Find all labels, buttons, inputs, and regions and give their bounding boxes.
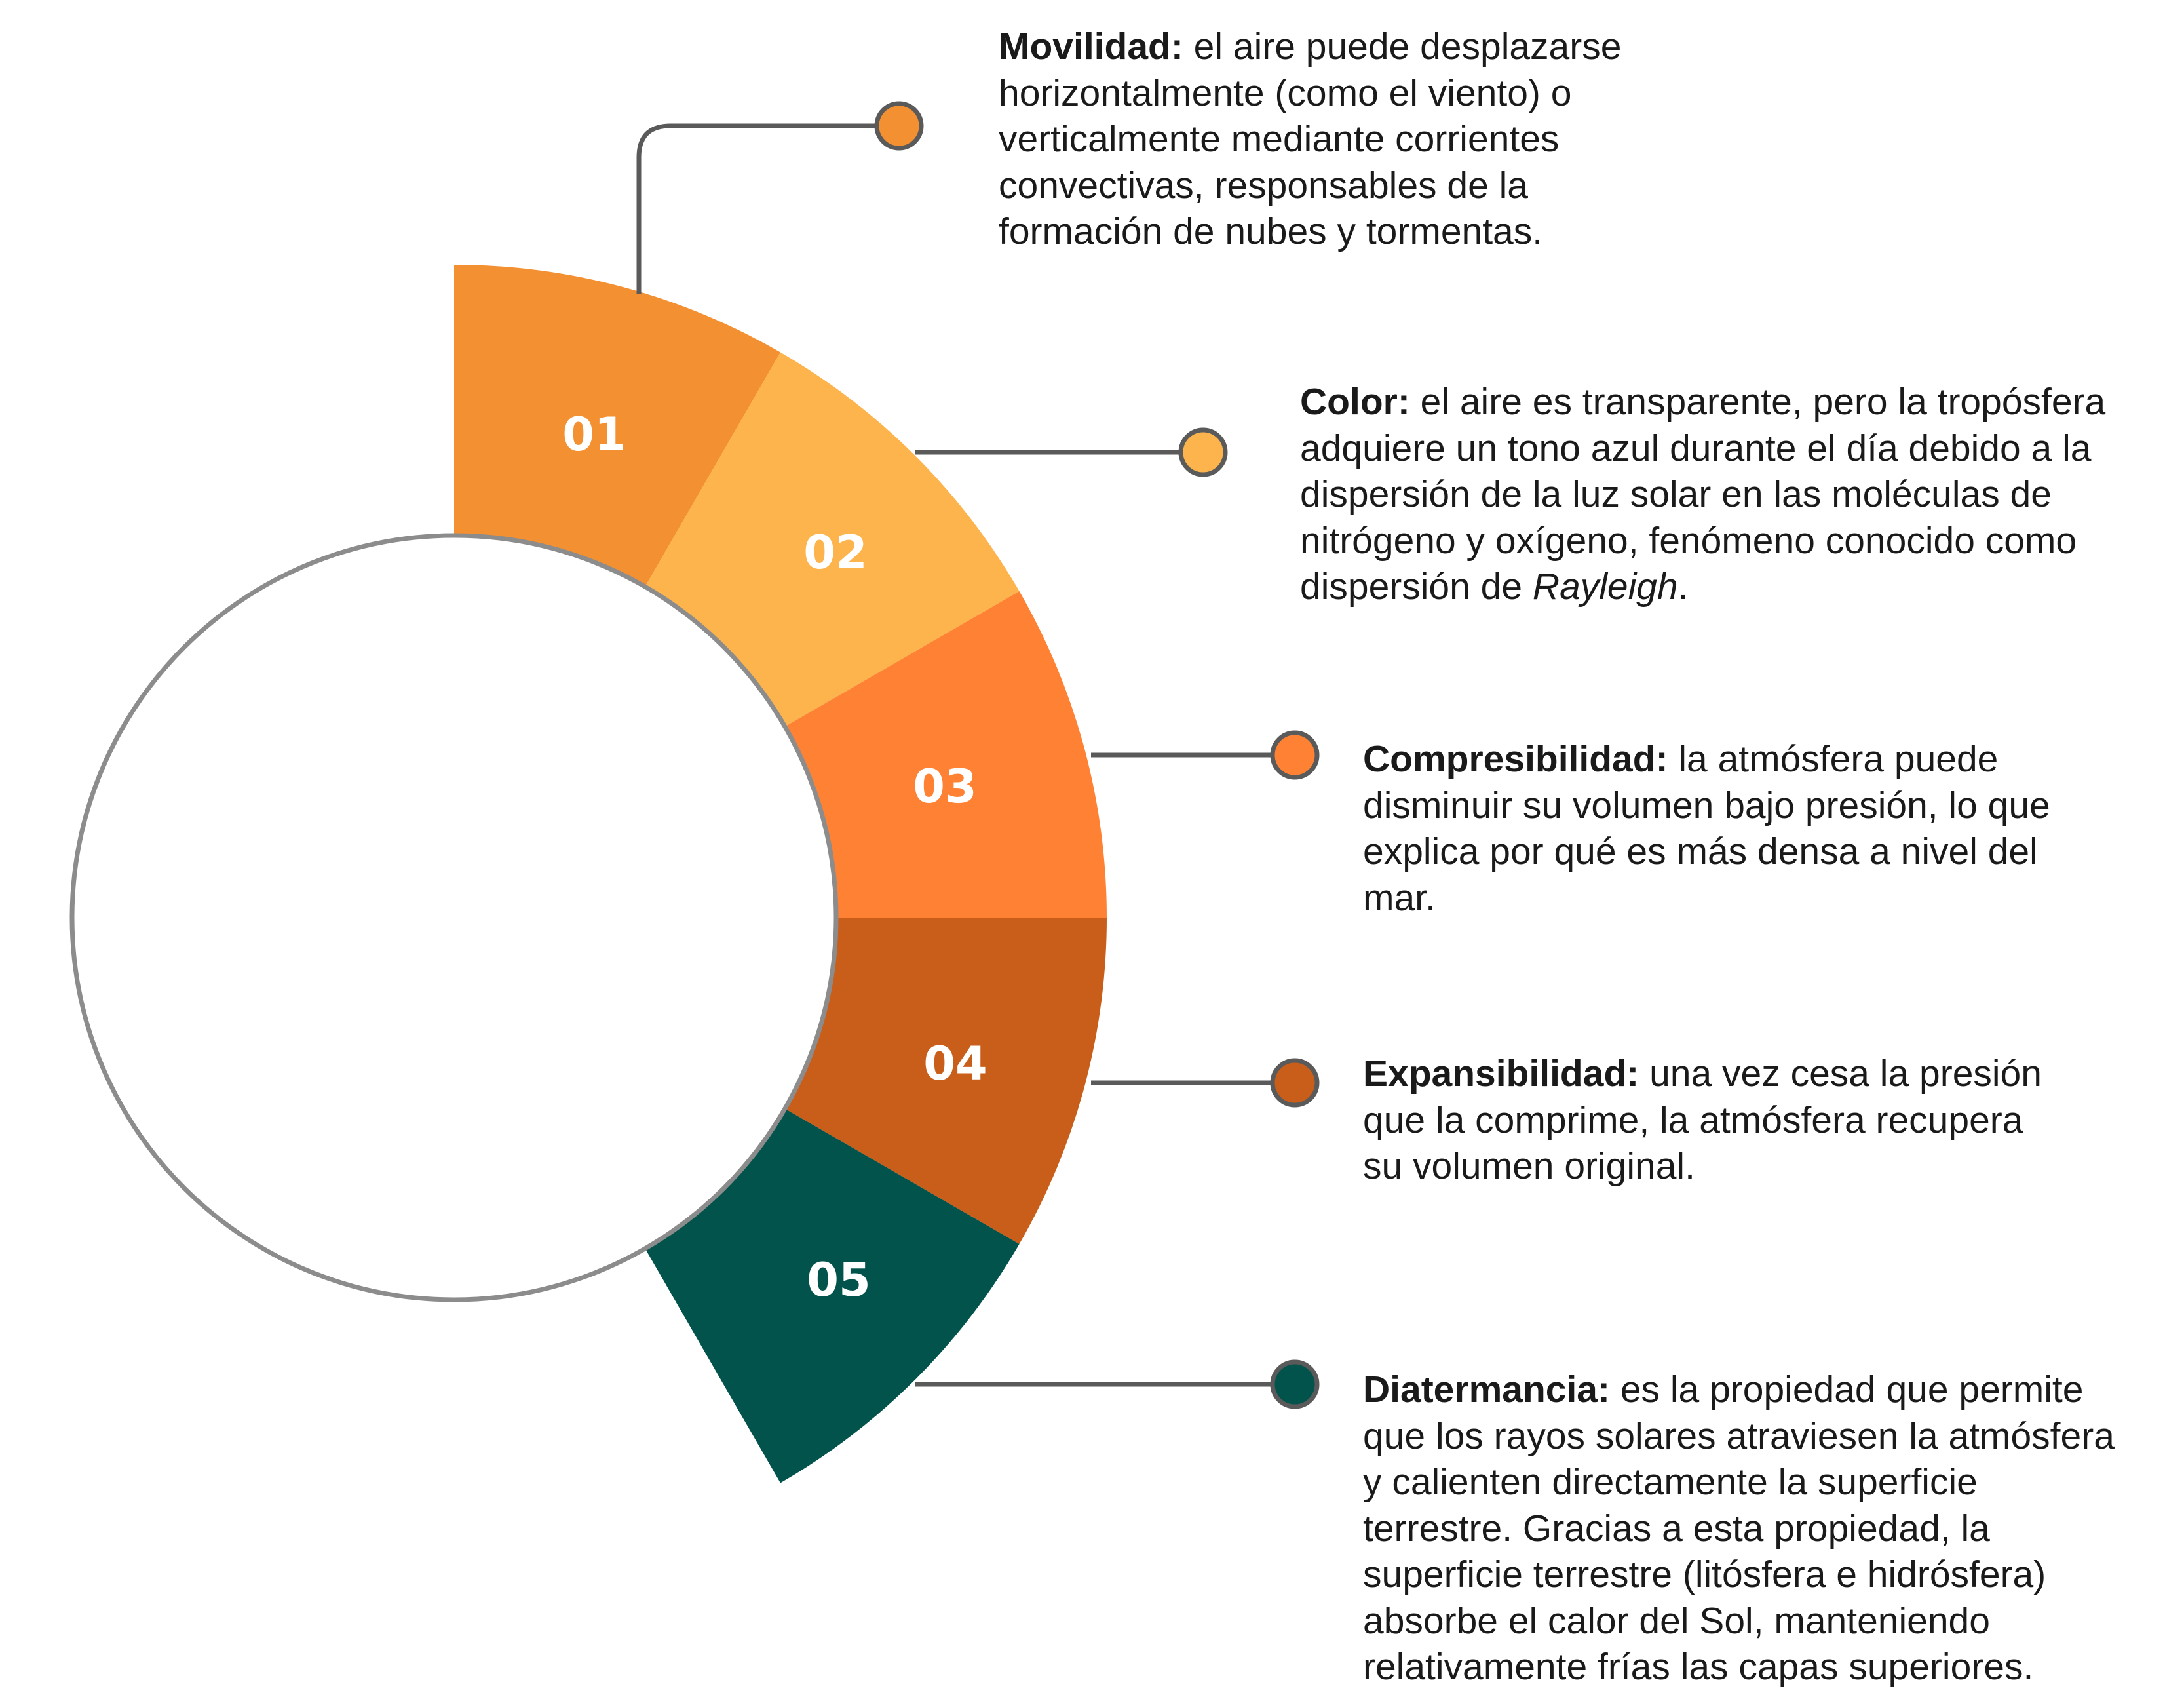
- term-compresibilidad: Compresibilidad:: [1363, 738, 1668, 780]
- description-compresibilidad: [1363, 736, 2117, 921]
- text-color-rayleigh: Rayleigh: [1532, 566, 1678, 608]
- connector-dot-movilidad: [877, 104, 921, 148]
- term-color: Color:: [1300, 381, 1410, 423]
- term-diatermancia: Diatermancia:: [1363, 1369, 1610, 1411]
- text-expansibilidad: una vez cesa la presión que la comprime, la atmósfera recupera su volumen original.: [1363, 1053, 2042, 1187]
- description-expansibilidad: [1363, 1051, 2051, 1190]
- connector-dot-color: [1181, 430, 1225, 475]
- text-movilidad: el aire puede desplazarse horizontalmente (como el viento) o verticalmente mediante corrientes convectivas, responsables de la formación de nubes y tormentas.: [999, 26, 1622, 252]
- text-color: el aire es transparente, pero la tropósfera adquiere un tono azul durante el día debido a la dispersión de la luz solar en las moléculas de nitrógeno y oxígeno, fenómeno conocido como dispersión de: [1300, 381, 2106, 608]
- segment-number-03: 03: [913, 760, 977, 813]
- connector-dot-expansibilidad: [1273, 1061, 1317, 1105]
- segment-number-04: 04: [923, 1037, 987, 1091]
- inner-circle: [72, 536, 836, 1300]
- term-expansibilidad: Expansibilidad:: [1363, 1053, 1639, 1095]
- text-compresibilidad: la atmósfera puede disminuir su volumen bajo presión, lo que explica por qué es más densa a nivel del mar.: [1363, 738, 2050, 919]
- text-color-end: .: [1677, 566, 1689, 608]
- description-color: [1300, 379, 2119, 610]
- term-movilidad: Movilidad:: [999, 26, 1183, 68]
- description-diatermancia: [1363, 1367, 2123, 1690]
- segment-number-02: 02: [803, 526, 868, 579]
- text-diatermancia: es la propiedad que permite que los rayos solares atraviesen la atmósfera y calienten directamente la superficie terrestre. Gracias a esta propiedad, la superficie terrestre (litósfera e hidrósfera) absorbe el calor del Sol, manteniendo relativamente frías las capas superiores.: [1363, 1369, 2115, 1688]
- segment-number-01: 01: [562, 408, 626, 461]
- connector-dot-compresibilidad: [1273, 733, 1317, 777]
- segment-number-05: 05: [807, 1253, 871, 1307]
- connector-line-movilidad: [639, 126, 899, 294]
- connector-dot-diatermancia: [1273, 1362, 1317, 1407]
- description-movilidad: [999, 24, 1660, 255]
